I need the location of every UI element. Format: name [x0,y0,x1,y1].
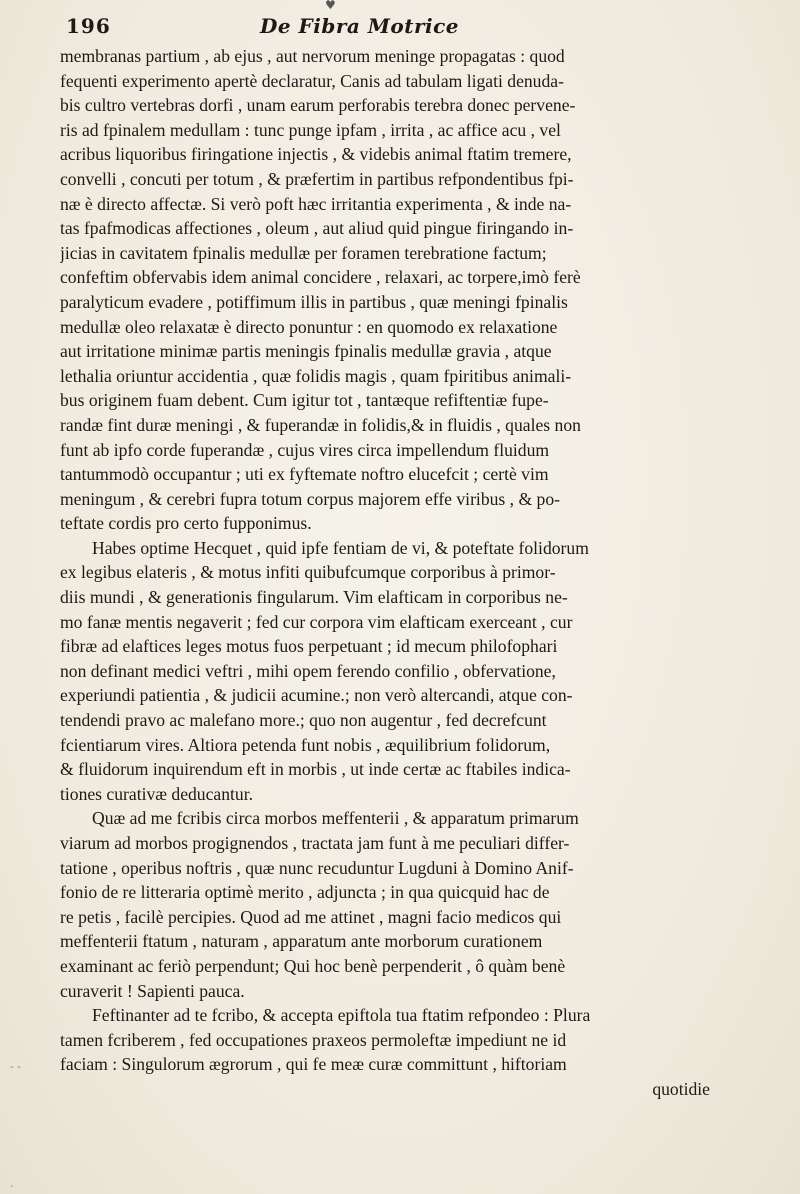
text-line: randæ fint duræ meningi , & fuperandæ in folidis,& in fluidis , quales non [60,414,581,435]
text-line: ris ad fpinalem medullam : tunc punge ipfam , irrita , ac affice acu , vel [60,119,561,140]
text-line: & fluidorum inquirendum eft in morbis , ut inde certæ ac ftabiles indica- [60,759,571,780]
text-line: bis cultro vertebras dorfi , unam earum perforabis terebra donec pervene- [60,95,576,116]
text-line: tiones curativæ deducantur. [60,783,253,804]
text-line: tatione , operibus noftris , quæ nunc recuduntur Lugduni à Domino Anif- [60,857,574,878]
text-line: fibræ ad elaftices leges motus fuos perpetuant ; id mecum philofophari [60,636,558,657]
text-line: teftate cordis pro certo fupponimus. [60,513,312,534]
body-text [60,44,760,1102]
paragraph-start-line: Quæ ad me fcribis circa morbos meffenterii , & apparatum primarum [92,808,579,829]
text-line: confeftim obfervabis idem animal concidere , relaxari, ac torpere,imò ferè [60,267,581,288]
text-line: viarum ad morbos progignendos , tractata jam funt à me peculiari differ- [60,833,570,853]
text-line: meffenterii ftatum , naturam , apparatum ante morborum curationem [60,931,543,952]
text-line: medullæ oleo relaxatæ è directo ponuntur : en quomodo ex relaxatione [60,316,558,337]
text-line: fcientiarum vires. Altiora petenda funt nobis , æquilibrium folidorum, [60,734,551,755]
text-line: fonio de re litteraria optimè merito , adjuncta ; in qua quicquid hac de [60,882,550,903]
margin-mark: - - [10,1060,21,1073]
paragraph-start-line: Feftinanter ad te fcribo, & accepta epiftola tua ftatim refpondeo : Plura [92,1005,591,1026]
text-line: acribus liquoribus firingatione injectis , & videbis animal ftatim tremere, [60,144,572,165]
running-header [60,12,750,42]
text-line: jicias in cavitatem fpinalis medullæ per foramen terebratione factum; [60,242,547,263]
text-line: diis mundi , & generationis fingularum. Vim elafticam in corporibus ne- [60,587,568,608]
text-line: tendendi pravo ac malefano more.; quo non augentur , fed decrefcunt [60,710,547,731]
text-line: examinant ac feriò perpendunt; Qui hoc benè perpenderit , ô quàm benè [60,955,566,976]
text-line: mo fanæ mentis negaverit ; fed cur corpora vim elafticam exerceant , cur [60,611,573,632]
text-line: bus originem fuam debent. Cum igitur tot , tantæque refiftentiæ fupe- [60,390,549,411]
text-line: re petis , facilè percipies. Quod ad me attinet , magni facio medicos qui [60,906,562,927]
text-line: membranas partium , ab ejus , aut nervorum meninge propagatas : quod [60,46,565,66]
running-title: De Fibra Motrice [260,14,460,38]
text-line: ex legibus elateris , & motus infiti quibufcumque corporibus à primor- [60,562,556,583]
text-line: curaverit ! Sapienti pauca. [60,980,245,1001]
text-line: experiundi patientia , & judicii acumine.; non verò altercandi, atque con- [60,685,573,706]
catchword: quotidie [652,1078,710,1099]
text-line: paralyticum evadere , potiffimum illis in partibus , quæ meningi fpinalis [60,291,568,312]
paragraph-start-line: Habes optime Hecquet , quid ipfe fentiam de vi, & poteftate folidorum [92,537,589,558]
text-line: tas fpafmodicas affectiones , oleum , aut aliud quid pingue firingando in- [60,218,574,239]
text-line: funt ab ipfo corde fuperandæ , cujus vires circa impellendum fluidum [60,439,550,460]
text-line: lethalia oriuntur accidentia , quæ folidis magis , quam fpiritibus animali- [60,365,572,386]
page-number: 196 [66,14,111,38]
text-line: aut irritatione minimæ partis meningis fpinalis medullæ gravia , atque [60,341,552,362]
margin-mark: · [10,1180,14,1193]
text-line: faciam : Singulorum ægrorum , qui fe meæ curæ committunt , hiftoriam [60,1054,567,1075]
printer-mark: ♥ [325,0,336,12]
text-line: næ è directo affectæ. Si verò poft hæc irritantia experimenta , & inde na- [60,193,572,214]
text-line: fequenti experimento apertè declaratur, Canis ad tabulam ligati denuda- [60,70,564,91]
text-line: non definant medici veftri , mihi opem ferendo confilio , obfervatione, [60,660,556,681]
text-line: tantummodò occupantur ; uti ex fyftemate noftro elucefcit ; certè vim [60,464,549,485]
text-line: meningum , & cerebri fupra totum corpus majorem effe viribus , & po- [60,488,560,509]
text-line: tamen fcriberem , fed occupationes praxeos permoleftæ impediunt ne id [60,1029,567,1050]
text-line: convelli , concuti per totum , & præfertim in partibus refpondentibus fpi- [60,168,574,189]
